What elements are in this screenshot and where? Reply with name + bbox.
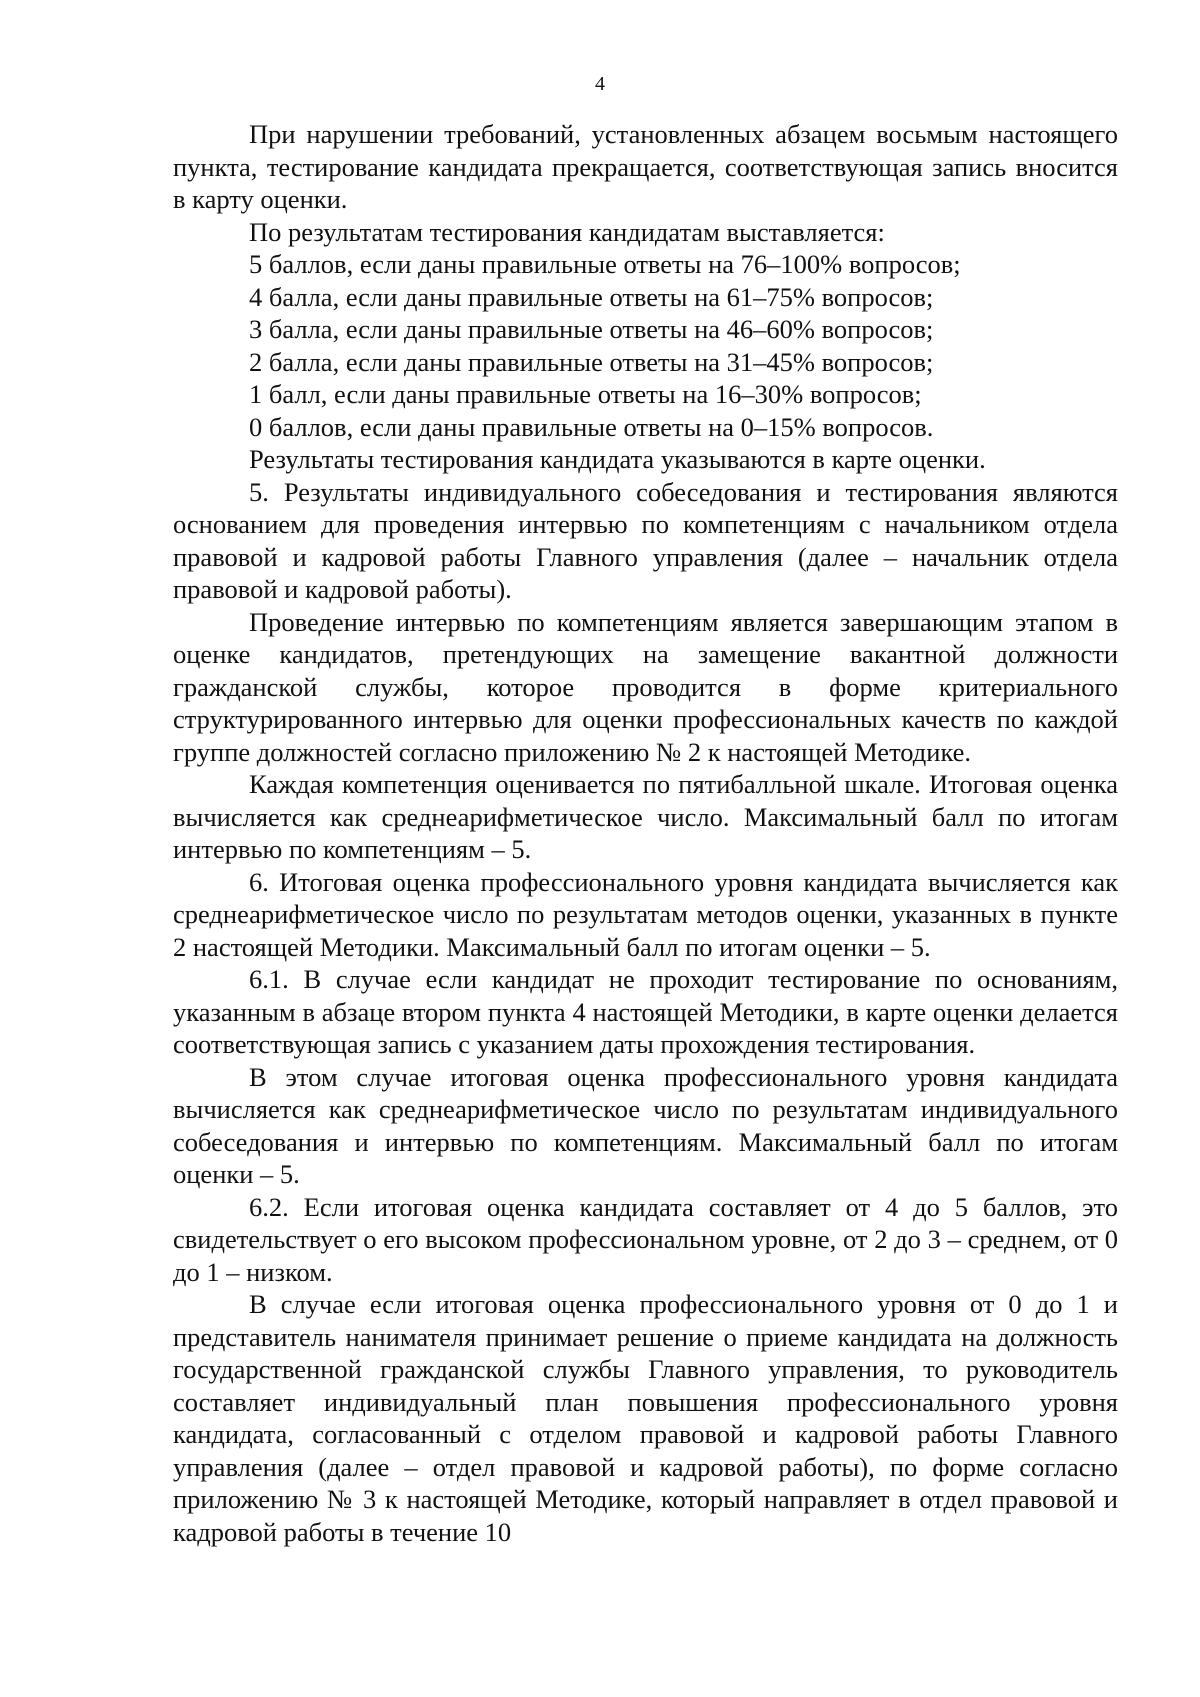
paragraph-interview-stage: Проведение интервью по компетенциям является завершающим этапом в оценке кандидатов, претендующих на замещение вакантной должности гражданской службы, которое проводится в форме критериального структурированного интервью для оценки профессиональных качеств по каждой группе должностей согласно приложению № 2 к настоящей Методике.: [173, 606, 1118, 767]
page-number: 4: [595, 73, 605, 95]
paragraph-test-results-intro: По результатам тестирования кандидатам выставляется:: [249, 216, 885, 247]
score-line-0: 0 баллов, если даны правильные ответы на 0–15% вопросов.: [249, 411, 934, 442]
paragraph-item-6-1-continued: В этом случае итоговая оценка профессионального уровня кандидата вычисляется как среднеарифметическое число по результатам индивидуального собеседования и интервью по компетенциям. Максимальный балл по итогам оценки – 5.: [173, 1061, 1118, 1189]
paragraph-test-violation: При нарушении требований, установленных абзацем восьмым настоящего пункта, тестирование кандидата прекращается, соответствующая запись вносится в карту оценки.: [173, 119, 1118, 214]
paragraph-item-6-1: 6.1. В случае если кандидат не проходит тестирование по основаниям, указанным в абзаце втором пункта 4 настоящей Методики, в карте оценки делается соответствующая запись с указанием даты прохождения тестирования.: [173, 964, 1118, 1059]
score-line-1: 1 балл, если даны правильные ответы на 16–30% вопросов;: [249, 379, 922, 409]
score-line-2: 2 балла, если даны правильные ответы на 31–45% вопросов;: [249, 346, 934, 377]
paragraph-low-score-plan: В случае если итоговая оценка профессионального уровня от 0 до 1 и представитель нанимателя принимает решение о приеме кандидата на должность государственной гражданской службы Главного управления, то руководитель составляет индивидуальный план повышения профессионального уровня кандидата, согласованный с отделом правовой и кадровой работы Главного управления (далее – отдел правовой и кадровой работы), по форме согласно приложению № 3 к настоящей Методике, который направляет в отдел правовой и кадровой работы в течение 10: [173, 1289, 1118, 1547]
paragraph-item-6-2: 6.2. Если итоговая оценка кандидата составляет от 4 до 5 баллов, это свидетельствует о его высоком профессиональном уровне, от 2 до 3 – среднем, от 0 до 1 – низком.: [173, 1191, 1118, 1287]
score-line-5: 5 баллов, если даны правильные ответы на 76–100% вопросов;: [249, 249, 961, 279]
paragraph-item-5: 5. Результаты индивидуального собеседования и тестирования являются основанием для проведения интервью по компетенциям с начальником отдела правовой и кадровой работы Главного управления (далее – начальник отдела правовой и кадровой работы).: [173, 476, 1118, 604]
paragraph-item-6: 6. Итоговая оценка профессионального уровня кандидата вычисляется как среднеарифметическое число по результатам методов оценки, указанных в пункте 2 настоящей Методики. Максимальный балл по итогам оценки – 5.: [173, 866, 1118, 962]
paragraph-results-recorded: Результаты тестирования кандидата указываются в карте оценки.: [249, 444, 986, 474]
score-line-3: 3 балла, если даны правильные ответы на 46–60% вопросов;: [249, 314, 934, 344]
paragraph-competency-scale: Каждая компетенция оценивается по пятибалльной шкале. Итоговая оценка вычисляется как среднеарифметическое число. Максимальный балл по итогам интервью по компетенциям – 5.: [173, 769, 1118, 864]
score-line-4: 4 балла, если даны правильные ответы на 61–75% вопросов;: [249, 281, 934, 312]
document-body: [173, 118, 1118, 1548]
